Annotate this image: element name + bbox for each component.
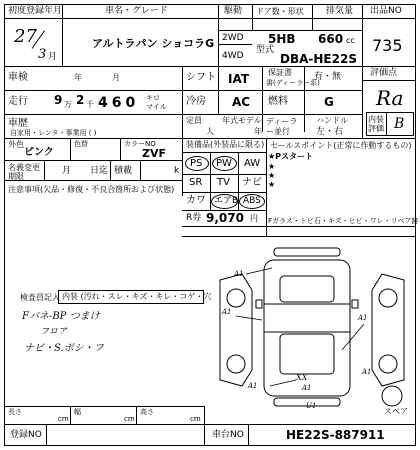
first-reg-year: 27 [14, 26, 37, 47]
equip-aw: AW [244, 158, 261, 169]
history-label: 車歴 [8, 118, 28, 129]
mileage-d2: 2 [76, 93, 85, 107]
fuel-value: G [324, 95, 334, 109]
glass-notes: Fガラス・トビ石・キズ・ヒビ・ワレ・リペア跡 [268, 217, 419, 225]
interior-value: B [394, 116, 405, 132]
width-unit: cm [124, 415, 135, 423]
load-label: 積載 [114, 166, 133, 176]
damage-mark: A1 [222, 308, 232, 316]
lot-value: 735 [372, 36, 403, 55]
color-code-label: カラーNO [124, 140, 156, 148]
ext-color-value: ピンク [24, 147, 54, 158]
damage-mark: A1 [362, 368, 372, 376]
shaken-month-label: 月 [112, 73, 120, 82]
damage-mark: XX [296, 373, 308, 382]
notes-label: 注意事項(欠品・修復・不良合箇所および状態) [8, 185, 175, 194]
model-value: DBA-HE22S [280, 52, 357, 66]
car-damage-diagram [212, 240, 412, 408]
ac-label: 冷房 [186, 96, 206, 107]
inspector-note-1: Fバネ-BP つまけ [22, 311, 100, 322]
inspector-options: 内装 (汚れ・スレ・キズ・キレ・コゲ・穴 [62, 292, 212, 301]
equip-ps: PS [190, 158, 203, 169]
door-label: ドア数・形状 [256, 7, 304, 16]
mileage-u1: 万 [64, 100, 72, 109]
chassis-value: HE22S-887911 [286, 428, 385, 442]
handle-label: ハンドル [316, 116, 348, 125]
history-options: 自家用・レンタ・事業用 ( ) [10, 129, 97, 137]
mileage-label: 走行 [8, 96, 28, 107]
height-label: 高さ [140, 408, 154, 416]
drive-4wd: 4WD [222, 51, 244, 61]
equip-sr: SR [189, 177, 203, 188]
sales-point-1: ★Pスタート [268, 152, 314, 161]
recycle-value: 9,070 [206, 211, 244, 225]
mileage-u2: 千 [86, 100, 94, 109]
inspector-note-3: ナビ・S.ボシ・フ [24, 343, 104, 354]
damage-mark: A1 [248, 382, 258, 390]
first-reg-month: 3 [38, 47, 47, 62]
height-unit: cm [190, 415, 201, 423]
sales-points-title: セールスポイント(正常に作動するもの) [270, 141, 412, 150]
drive-2wd: 2WD [222, 33, 244, 43]
warranty-sub: 書(ディーラー系) [266, 79, 320, 87]
damage-mark: A1 [302, 384, 312, 392]
warranty-value: 有・無 [314, 72, 342, 82]
door-value: 5HB [268, 32, 296, 46]
shift-value: IAT [228, 72, 250, 86]
equip-abs: ABS [243, 196, 261, 206]
equip-airbag: エアB [214, 196, 239, 206]
equipment-title: 装備品(外装品に限る) [186, 140, 265, 149]
reg-no-label: 登録NO [10, 430, 42, 440]
car-name-value: アルトラパン ショコラG [92, 37, 215, 50]
mileage-unit-mile: マイル [146, 103, 167, 111]
equip-leather: カワ [186, 195, 206, 206]
shaken-label: 車検 [8, 72, 28, 83]
drive-label: 駆動 [224, 6, 243, 16]
sales-point-4: ★ [268, 180, 276, 189]
spare-label: スペア [384, 407, 408, 416]
score-value: Ra [376, 86, 404, 110]
equip-tv: TV [217, 177, 230, 188]
name-change-label: 名義変更期限 [8, 163, 40, 181]
capacity-label: 定員 [186, 116, 202, 125]
fuel-label: 燃料 [268, 96, 288, 107]
displacement-unit: cc [346, 36, 355, 45]
interior-label: 内装 評価 [368, 115, 384, 133]
width-label: 幅 [74, 408, 81, 416]
ac-value: AC [232, 95, 251, 109]
mileage-unit-km: キロ [146, 94, 160, 102]
shift-label: シフト [186, 72, 216, 83]
first-reg-month-unit: 月 [48, 52, 58, 62]
damage-mark: A1 [358, 314, 368, 322]
color-change-label: 色替 [74, 140, 88, 148]
inspector-note-2: フロア [40, 327, 68, 337]
recycle-unit: 円 [250, 214, 258, 223]
score-label: 評価点 [370, 68, 398, 78]
equip-navi: ナビ [242, 177, 262, 188]
color-code-value: ZVF [142, 147, 167, 160]
handle-value: 左・右 [316, 127, 344, 137]
model-year-unit: 年 [254, 127, 262, 136]
chassis-label: 車台NO [212, 430, 244, 440]
damage-mark: U1 [306, 402, 317, 408]
name-change-day: 日迄 [90, 166, 109, 176]
model-year-label: 年式モデル [222, 116, 262, 125]
recycle-label: R券 [186, 213, 202, 223]
equip-pw: PW [216, 158, 232, 169]
car-name-label: 車名・グレード [105, 6, 169, 16]
shaken-year-label: 年 [74, 73, 82, 82]
sales-point-2: ★ [268, 162, 276, 171]
inspector-label: 検査員記入 [20, 293, 60, 302]
load-unit: k [174, 166, 180, 176]
displacement-value: 660 [318, 32, 344, 46]
mileage-rest: 460 [98, 95, 140, 111]
lot-label: 出品NO [370, 6, 402, 16]
name-change-month: 月 [62, 166, 72, 176]
sales-point-3: ★ [268, 171, 276, 180]
model-label: 型式 [256, 45, 275, 55]
mileage-d1: 9 [54, 93, 63, 107]
dealer-label: ディーラー並行 [266, 117, 298, 136]
warranty-label: 保証書 [268, 68, 292, 77]
displacement-label: 排気量 [326, 6, 354, 16]
length-label: 長さ [8, 408, 22, 416]
first-reg-label: 初度登録年月 [8, 6, 63, 16]
length-unit: cm [58, 415, 69, 423]
damage-mark: A1 [234, 270, 244, 278]
ext-color-label: 外色 [8, 140, 24, 149]
capacity-unit: 人 [206, 127, 214, 136]
